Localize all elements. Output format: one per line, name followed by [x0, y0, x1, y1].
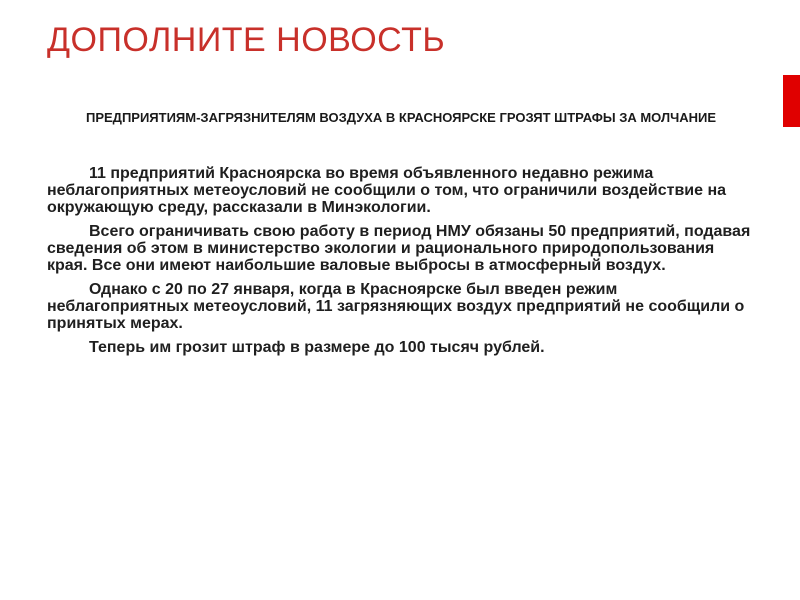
accent-bar — [783, 75, 800, 127]
article-paragraph: Теперь им грозит штраф в размере до 100 тысяч рублей. — [89, 339, 545, 356]
article-paragraph: 11 предприятий Красноярска во время объявленного недавно режима неблагоприятных метеоусловий не сообщили о том, что ограничили воздействие на окружающую среду, рассказали в Минэкологии. — [47, 165, 727, 216]
article-paragraph: Однако с 20 по 27 января, когда в Красноярске был введен режим неблагоприятных метеоусловий, 11 загрязняющих воздух предприятий не сообщили о принятых мерах. — [47, 281, 745, 332]
slide-title: ДОПОЛНИТЕ НОВОСТЬ — [47, 21, 446, 59]
article-headline: ПРЕДПРИЯТИЯМ-ЗАГРЯЗНИТЕЛЯМ ВОЗДУХА В КРАСНОЯРСКЕ ГРОЗЯТ ШТРАФЫ ЗА МОЛЧАНИЕ — [86, 110, 716, 125]
article-paragraph: Всего ограничивать свою работу в период НМУ обязаны 50 предприятий, подавая сведения об этом в министерство экологии и рационального природопользования края. Все они имеют наибольшие валовые выбросы в атмосферный воздух. — [47, 223, 751, 274]
news-article — [47, 110, 755, 363]
